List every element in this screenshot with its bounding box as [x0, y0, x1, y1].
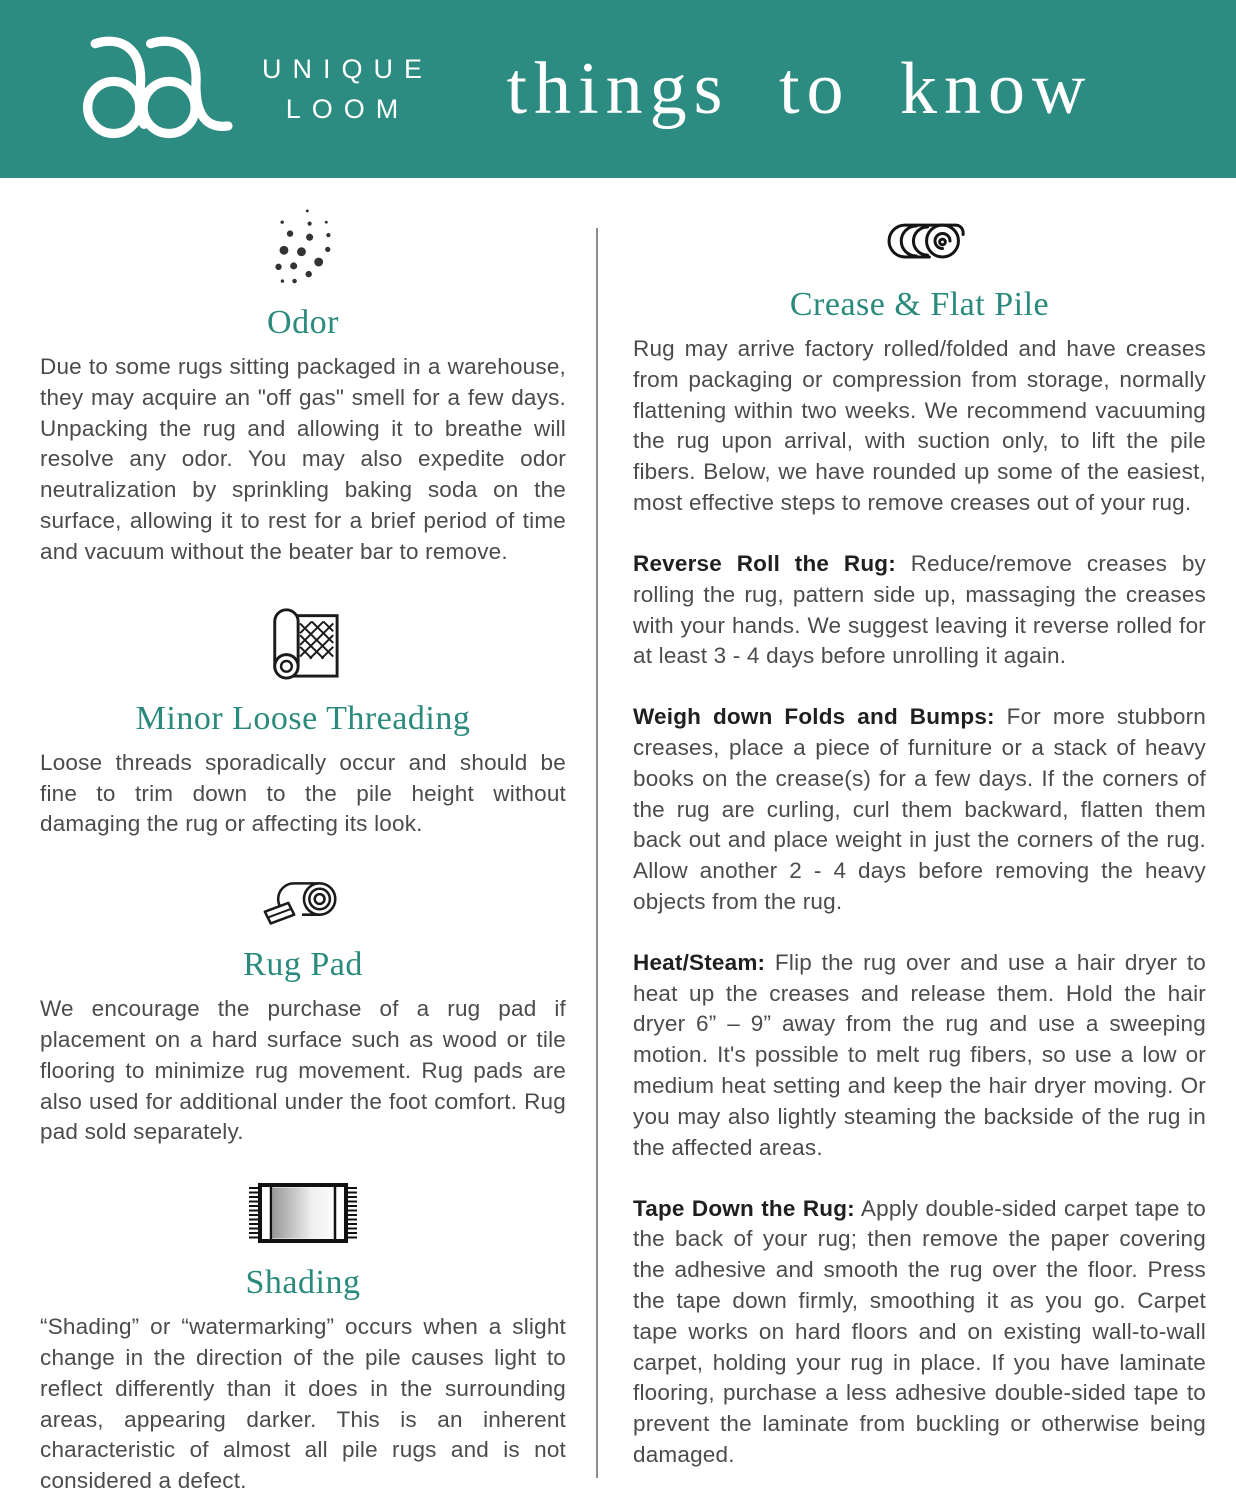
brand-line2: LOOM — [285, 94, 410, 124]
tip-heat-steam-body: Flip the rug over and use a hair dryer to heat up the creases and release them. Hold the hair dryer 6” – 9” away from the rug and use a sweeping motion. It's possible to melt rug fibers, so use a low or medium heat setting and keep the hair dryer moving. Or you may also lightly steaming the backside of the rug in the affected areas. — [633, 949, 1206, 1160]
tip-tape-down-body: Apply double-sided carpet tape to the back of your rug; then remove the paper covering the adhesive and smooth the rug over the floor. Press the tape down firmly, smoothing it as you go. Carpet tape works on hard floors and on existing wall-to-wall carpet, holding your rug in place. If you have laminate flooring, purchase a less adhesive double-sided tape to prevent the laminate from buckling or otherwise being damaged. — [633, 1195, 1206, 1467]
crease-icon-row — [633, 218, 1206, 264]
shaded-rug-icon — [247, 1180, 359, 1246]
shading-icon-row — [40, 1180, 566, 1246]
rug-pad-roll-icon — [259, 872, 347, 928]
section-body-odor: Due to some rugs sitting packaged in a warehouse, they may acquire an "off gas" smell for a few days. Unpacking the rug and allowing it to breathe will resolve any odor. You may also expedite odor neutralization by sprinkling baking soda on the surface, allowing it to rest for a brief period of time and vacuum without the beater bar to remove. — [40, 354, 566, 564]
page-title: things to know — [506, 47, 1093, 130]
section-heading-rug-pad: Rug Pad — [243, 946, 363, 984]
crease-intro: Rug may arrive factory rolled/folded and have creases from packaging or compression from storage, normally flattening within two weeks. We recommend vacuuming the rug upon arrival, with suction only, to lift the pile fibers. Below, we have rounded up some of the easiest, most effective steps to remove creases out of your rug. — [633, 336, 1206, 516]
section-shading — [40, 1180, 566, 1497]
tip-weigh-down-label: Weigh down Folds and Bumps: — [633, 704, 995, 730]
section-heading-crease: Crease & Flat Pile — [789, 286, 1050, 323]
section-heading-loose-threading: Minor Loose Threading — [135, 699, 471, 737]
section-rug-pad — [40, 872, 566, 1148]
tip-tape-down — [633, 1194, 1206, 1471]
section-odor — [40, 206, 566, 568]
odor-sprinkle-icon — [274, 206, 332, 286]
odor-icon-row — [40, 206, 566, 286]
section-body-loose-threading: Loose threads sporadically occur and should be fine to trim down to the pile height without damaging the rug or affecting its look. — [40, 749, 566, 837]
tip-reverse-roll — [633, 549, 1206, 672]
header-banner — [0, 0, 1236, 178]
rolled-rug-side-icon — [875, 218, 965, 264]
tip-tape-down-label: Tape Down the Rug: — [633, 1195, 855, 1221]
rug-roll-corner-icon — [265, 600, 341, 682]
left-column — [40, 178, 566, 1500]
tip-heat-steam — [633, 948, 1206, 1164]
section-body-rug-pad: We encourage the purchase of a rug pad if placement on a hard surface such as wood or tile flooring to minimize rug movement. Rug pads are also used for additional under the foot comfort. Rug pad sold separately. — [40, 996, 566, 1145]
loose-threading-icon-row — [40, 600, 566, 682]
tip-reverse-roll-body: Reduce/remove creases by rolling the rug, pattern side up, massaging the creases with your hands. We suggest leaving it reverse rolled for at least 3 - 4 days before unrolling it again. — [633, 550, 1207, 669]
section-crease-flat-pile — [633, 218, 1206, 1471]
tip-heat-steam-label: Heat/Steam: — [633, 949, 766, 975]
right-column — [598, 178, 1236, 1500]
tip-weigh-down-body: For more stubborn creases, place a piece of furniture or a stack of heavy books on the crease(s) for a few days. If the corners of the rug are curling, curl them backward, flatten them back out and place weight in just the corners of the rug. Allow another 2 - 4 days before removing the heavy objects from the rug. — [633, 704, 1207, 914]
section-heading-odor: Odor — [267, 304, 339, 341]
section-heading-shading: Shading — [245, 1264, 361, 1302]
brand-line1: UNIQUE — [262, 53, 434, 84]
brand-block — [70, 20, 433, 158]
tip-reverse-roll-label: Reverse Roll the Rug: — [633, 550, 896, 576]
content-area — [0, 178, 1236, 1500]
tip-weigh-down — [633, 702, 1206, 918]
section-body-shading: “Shading” or “watermarking” occurs when a slight change in the direction of the pile causes light to reflect differently than it does in the surrounding areas, appearing darker. This is an inherent characteristic of almost all pile rugs and is not considered a defect. — [40, 1314, 566, 1494]
unique-loom-logo — [70, 20, 238, 158]
brand-name — [262, 49, 433, 130]
rug-pad-icon-row — [40, 872, 566, 928]
section-loose-threading — [40, 600, 566, 840]
